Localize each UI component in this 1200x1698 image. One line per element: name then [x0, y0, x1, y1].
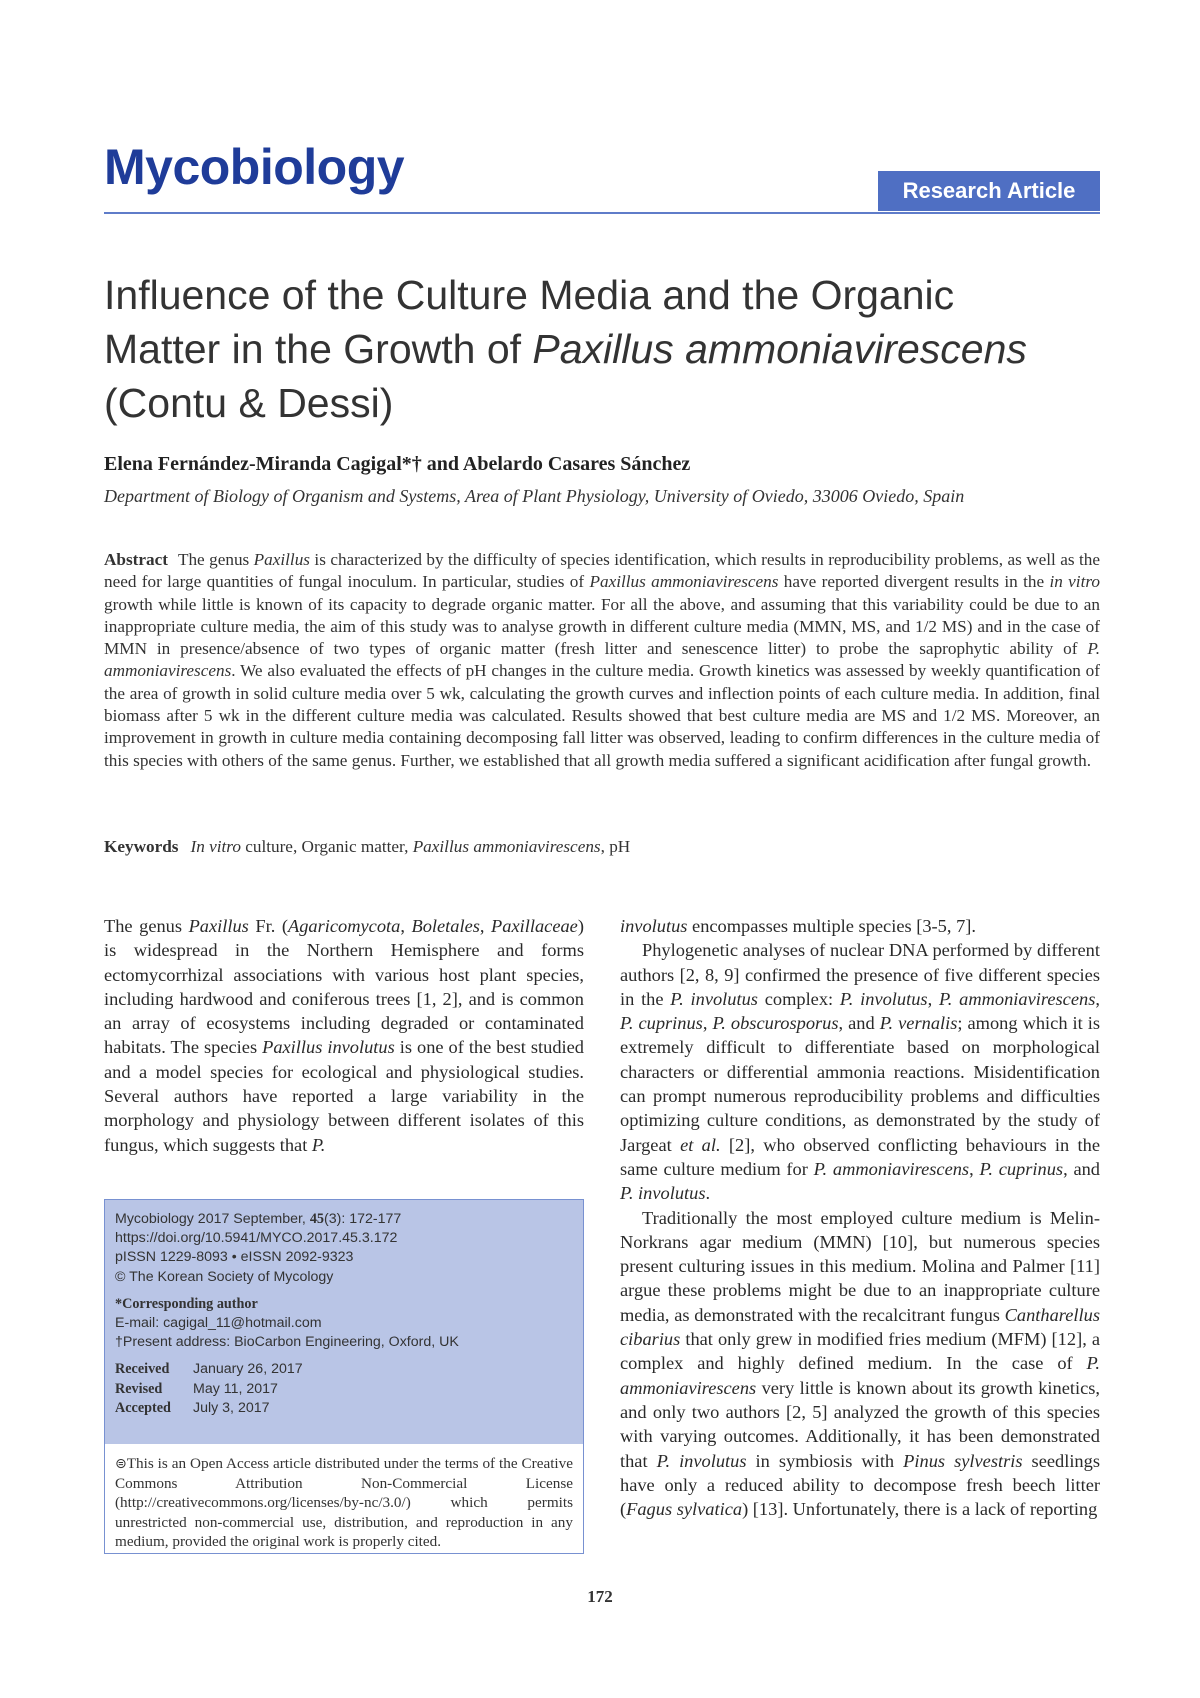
authors: Elena Fernández-Miranda Cagigal*† and Abelardo Casares Sánchez	[104, 453, 691, 475]
article-title	[104, 268, 1104, 430]
abstract-label: Abstract	[104, 550, 168, 569]
citation: Mycobiology 2017 September, 45(3): 172-177	[115, 1211, 402, 1227]
article-info-meta	[105, 1200, 583, 1444]
body-paragraph: The genus Paxillus Fr. (Agaricomycota, Boletales, Paxillaceae) is widespread in the Northern Hemisphere and forms ectomycorrhizal associations with various host plant species, including hardwood and coniferous trees [1, 2], and is common an array of ecosystems including degraded or contaminated habitats. The species Paxillus involutus is one of the best studied and a model species for ecological and physiological studies. Several authors have reported a large variability in the morphology and physiology between different isolates of this fungus, which suggests that P.	[104, 916, 584, 1155]
article-dates	[115, 1360, 573, 1418]
keywords	[104, 837, 630, 857]
doi-link[interactable]: https://doi.org/10.5941/MYCO.2017.45.3.172	[115, 1230, 398, 1247]
title-line-1: Influence of the Culture Media and the Organic	[104, 272, 955, 318]
title-line-2	[104, 322, 1104, 376]
accepted-label: Accepted	[115, 1399, 171, 1416]
keyword-italic: In vitro	[190, 837, 241, 856]
abstract-text: growth while little is known of its capacity to degrade organic matter. For all the above, and assuming that this variability could be due to an inappropriate culture media, the aim of this study was to analyse growth in different culture media (MMN, MS, and 1/2 MS) and in the case of MMN in presence/absence of two types of organic matter (fresh litter and senescence litter) to probe the saprophytic ability of	[104, 594, 1100, 659]
revised-label: Revised	[115, 1380, 163, 1397]
abstract-italic: Paxillus ammoniavirescens	[589, 572, 779, 592]
abstract-text: have reported divergent results in the	[778, 572, 1050, 592]
article-info-box	[104, 1199, 584, 1554]
article-type-badge: Research Article	[878, 171, 1100, 211]
body-column-right	[620, 914, 1100, 1521]
license-text: ⊜This is an Open Access article distributed under the terms of the Creative Commons Attribution Non-Commercial License (http://creativecommons.org/licenses/by-nc/3.0/) which permits unrestricted non-commercial use, distribution, and reproduction in any medium, provided the original work is properly cited.	[115, 1455, 573, 1550]
abstract-text: is characterized by the difficulty of species identification, which results in reproducibility problems, as well as the need for large quantities of fungal inoculum. In particular, studies of	[104, 550, 1100, 592]
accepted-date: July 3, 2017	[193, 1399, 270, 1416]
title-text: Matter in the Growth of	[104, 326, 533, 372]
corresponding-author-label: *Corresponding author	[115, 1295, 258, 1312]
abstract-text: . We also evaluated the effects of pH changes in the culture media. Growth kinetics was assessed by weekly quantification of the area of growth in solid culture media over 5 wk, calculating the growth curves and inflection points of each culture media. In addition, final biomass after 5 wk in the different culture media was calculated. Results showed that best culture media are MS and 1/2 MS. Moreover, an improvement in growth in culture media containing decomposing fall litter was observed, leading to confirm differences in the culture media of this species with others of the same genus. Further, we established that all growth media suffered a significant acidification after fungal growth.	[104, 661, 1100, 770]
creative-commons-icon: ⊜	[115, 1456, 127, 1472]
issn: pISSN 1229-8093 • eISSN 2092-9323	[115, 1249, 354, 1266]
title-line-3: (Contu & Dessi)	[104, 380, 394, 426]
journal-name: Mycobiology	[104, 139, 405, 195]
received-label: Received	[115, 1361, 170, 1378]
species-name: Paxillus ammoniavirescens	[532, 326, 1027, 372]
keyword-text: , pH	[600, 837, 631, 856]
copyright: © The Korean Society of Mycology	[115, 1268, 334, 1285]
revised-date: May 11, 2017	[193, 1380, 278, 1397]
keyword-text: culture, Organic matter,	[240, 837, 413, 856]
body-column-left	[104, 914, 584, 1157]
body-paragraph: involutus encompasses multiple species [3-5, 7].	[620, 916, 976, 936]
abstract	[104, 549, 1100, 772]
body-paragraph: Traditionally the most employed culture medium is Melin-Norkrans agar medium (MMN) [10], but numerous species present culturing issues in this medium. Molina and Palmer [11] argue these problems might be due to an inappropriate culture media, as demonstrated with the recalcitrant fungus Cantharellus cibarius that only grew in modified fries medium (MFM) [12], a complex and highly defined medium. In the case of P. ammoniavirescens very little is known about its growth kinetics, and only two authors [2, 5] analyzed the growth of this species with varying outcomes. Additionally, it has been demonstrated that P. involutus in symbiosis with Pinus sylvestris seedlings have only a reduced ability to decompose fresh beech litter (Fagus sylvatica) [13]. Unfortunately, there is a lack of reporting	[620, 1207, 1100, 1520]
page-number: 172	[587, 1587, 613, 1606]
keyword-italic: Paxillus ammoniavirescens	[412, 837, 601, 856]
body-paragraph: Phylogenetic analyses of nuclear DNA performed by different authors [2, 8, 9] confirmed the presence of five different species in the P. involutus complex: P. involutus, P. ammoniavirescens, P. cuprinus, P. obscurosporus, and P. vernalis; among which it is extremely difficult to differentiate based on morphological characters or differential ammonia reactions. Misidentification can prompt numerous reproducibility problems and difficulties optimizing culture conditions, as demonstrated by the study of Jargeat et al. [2], who observed conflicting behaviours in the same culture medium for P. ammoniavirescens, P. cuprinus, and P. involutus.	[620, 940, 1101, 1204]
received-date: January 26, 2017	[193, 1361, 303, 1378]
abstract-italic: in vitro	[1049, 572, 1100, 592]
abstract-italic: P. ammoniavirescens	[104, 639, 1100, 681]
present-address: †Present address: BioCarbon Engineering, Oxford, UK	[115, 1334, 459, 1351]
abstract-text: The genus	[177, 550, 254, 569]
header-rule	[104, 212, 1100, 214]
abstract-italic: Paxillus	[253, 550, 310, 569]
keywords-label: Keywords	[104, 837, 179, 856]
author-email[interactable]: E-mail: cagigal_11@hotmail.com	[115, 1315, 322, 1332]
affiliation: Department of Biology of Organism and Systems, Area of Plant Physiology, University of Oviedo, 33006 Oviedo, Spain	[104, 486, 965, 506]
